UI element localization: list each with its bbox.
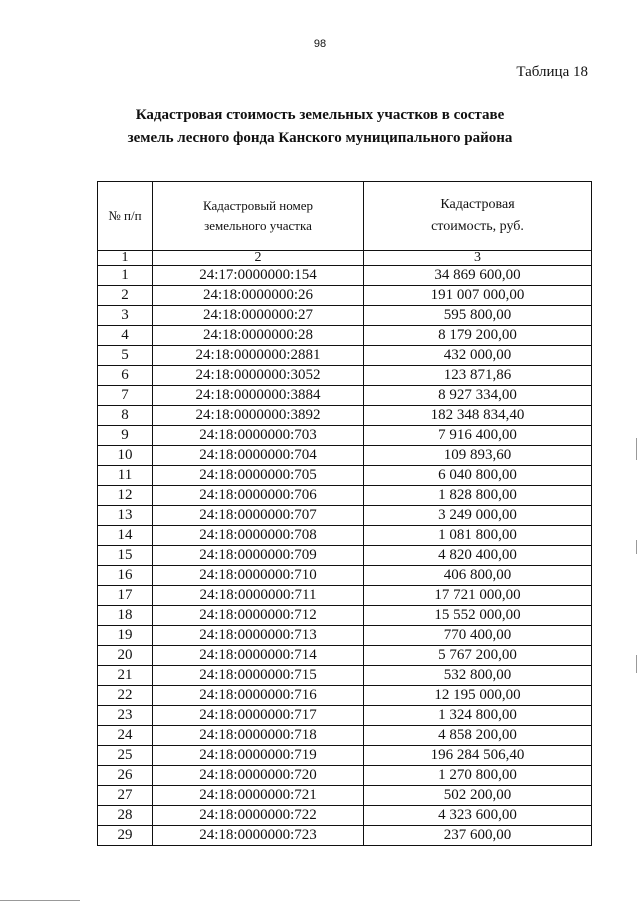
cadastral-number: 24:18:0000000:716	[153, 686, 364, 706]
cadastral-value: 532 800,00	[364, 666, 592, 686]
table-row	[98, 786, 592, 806]
row-number: 2	[98, 286, 153, 306]
cadastral-value: 4 323 600,00	[364, 806, 592, 826]
cadastral-number: 24:18:0000000:715	[153, 666, 364, 686]
page-number: 98	[313, 38, 327, 50]
row-number: 23	[98, 706, 153, 726]
row-number: 24	[98, 726, 153, 746]
table-row	[98, 466, 592, 486]
margin-mark	[636, 655, 637, 673]
cadastral-value: 7 916 400,00	[364, 426, 592, 446]
table-row	[98, 766, 592, 786]
cadastral-value: 6 040 800,00	[364, 466, 592, 486]
cadastral-number: 24:18:0000000:722	[153, 806, 364, 826]
margin-mark	[0, 900, 80, 901]
cadastral-number: 24:18:0000000:718	[153, 726, 364, 746]
cadastral-value: 595 800,00	[364, 306, 592, 326]
row-number: 13	[98, 506, 153, 526]
header-row	[98, 182, 592, 251]
cadastral-number: 24:18:0000000:3892	[153, 406, 364, 426]
row-number: 25	[98, 746, 153, 766]
cadastral-number: 24:18:0000000:713	[153, 626, 364, 646]
cadastral-number: 24:18:0000000:28	[153, 326, 364, 346]
cadastral-number: 24:18:0000000:712	[153, 606, 364, 626]
cadastral-value: 8 179 200,00	[364, 326, 592, 346]
cadastral-number: 24:18:0000000:703	[153, 426, 364, 446]
cadastral-number: 24:18:0000000:717	[153, 706, 364, 726]
cadastral-number: 24:18:0000000:3884	[153, 386, 364, 406]
table-row	[98, 586, 592, 606]
title-line-2: земель лесного фонда Канского муниципального района	[127, 130, 513, 146]
row-number: 21	[98, 666, 153, 686]
cadastral-value: 3 249 000,00	[364, 506, 592, 526]
cadastral-number: 24:18:0000000:3052	[153, 366, 364, 386]
cadastral-value: 15 552 000,00	[364, 606, 592, 626]
cadastral-value: 1 828 800,00	[364, 486, 592, 506]
column-number: 2	[153, 251, 364, 266]
table-row	[98, 746, 592, 766]
row-number: 20	[98, 646, 153, 666]
row-number: 7	[98, 386, 153, 406]
cadastral-number: 24:18:0000000:709	[153, 546, 364, 566]
row-number: 4	[98, 326, 153, 346]
table-row	[98, 266, 592, 286]
table-row	[98, 706, 592, 726]
cadastral-value: 406 800,00	[364, 566, 592, 586]
cadastral-number: 24:18:0000000:714	[153, 646, 364, 666]
header-number: № п/п	[98, 182, 153, 251]
table-row	[98, 386, 592, 406]
row-number: 11	[98, 466, 153, 486]
table-row	[98, 326, 592, 346]
cadastral-number: 24:18:0000000:707	[153, 506, 364, 526]
cadastral-value: 502 200,00	[364, 786, 592, 806]
cadastral-number: 24:18:0000000:26	[153, 286, 364, 306]
cadastral-value: 4 820 400,00	[364, 546, 592, 566]
cadastral-value: 770 400,00	[364, 626, 592, 646]
margin-mark	[636, 540, 637, 554]
column-number: 1	[98, 251, 153, 266]
cadastral-number: 24:18:0000000:723	[153, 826, 364, 846]
document-title	[0, 104, 640, 150]
cadastral-number: 24:18:0000000:705	[153, 466, 364, 486]
row-number: 15	[98, 546, 153, 566]
row-number: 14	[98, 526, 153, 546]
cadastral-value: 34 869 600,00	[364, 266, 592, 286]
table-row	[98, 366, 592, 386]
table-row	[98, 346, 592, 366]
cadastral-value: 191 007 000,00	[364, 286, 592, 306]
cadastral-value: 109 893,60	[364, 446, 592, 466]
table-row	[98, 486, 592, 506]
cadastral-value: 12 195 000,00	[364, 686, 592, 706]
table-row	[98, 646, 592, 666]
table-row	[98, 446, 592, 466]
table-row	[98, 666, 592, 686]
row-number: 29	[98, 826, 153, 846]
header-cadastral-number: Кадастровый номер земельного участка	[153, 182, 364, 251]
cadastral-number: 24:18:0000000:719	[153, 746, 364, 766]
table-label: Таблица 18	[516, 64, 588, 80]
table-row	[98, 566, 592, 586]
table-row	[98, 806, 592, 826]
table-row	[98, 546, 592, 566]
cadastral-number: 24:18:0000000:706	[153, 486, 364, 506]
row-number: 27	[98, 786, 153, 806]
cadastral-value: 123 871,86	[364, 366, 592, 386]
row-number: 6	[98, 366, 153, 386]
cadastral-number: 24:18:0000000:721	[153, 786, 364, 806]
cadastral-value: 1 081 800,00	[364, 526, 592, 546]
table-row	[98, 626, 592, 646]
cadastral-number: 24:18:0000000:708	[153, 526, 364, 546]
cadastral-value: 4 858 200,00	[364, 726, 592, 746]
table-row	[98, 426, 592, 446]
row-number: 5	[98, 346, 153, 366]
row-number: 17	[98, 586, 153, 606]
cadastral-number: 24:18:0000000:2881	[153, 346, 364, 366]
margin-mark	[636, 438, 637, 460]
row-number: 10	[98, 446, 153, 466]
table-row	[98, 286, 592, 306]
table-row	[98, 606, 592, 626]
row-number: 22	[98, 686, 153, 706]
cadastral-number: 24:18:0000000:720	[153, 766, 364, 786]
cadastral-value: 182 348 834,40	[364, 406, 592, 426]
title-line-1: Кадастровая стоимость земельных участков в составе	[135, 107, 505, 123]
header-cadastral-value: Кадастровая стоимость, руб.	[364, 182, 592, 251]
table-row	[98, 686, 592, 706]
cadastral-number: 24:18:0000000:711	[153, 586, 364, 606]
row-number: 3	[98, 306, 153, 326]
table-row	[98, 826, 592, 846]
row-number: 1	[98, 266, 153, 286]
cadastral-value: 196 284 506,40	[364, 746, 592, 766]
cadastral-value: 8 927 334,00	[364, 386, 592, 406]
cadastral-value: 1 270 800,00	[364, 766, 592, 786]
row-number: 16	[98, 566, 153, 586]
table-row	[98, 306, 592, 326]
cadastral-value: 5 767 200,00	[364, 646, 592, 666]
row-number: 8	[98, 406, 153, 426]
column-number: 3	[364, 251, 592, 266]
row-number: 28	[98, 806, 153, 826]
row-number: 18	[98, 606, 153, 626]
cadastral-value: 432 000,00	[364, 346, 592, 366]
row-number: 26	[98, 766, 153, 786]
row-number: 19	[98, 626, 153, 646]
table-row	[98, 406, 592, 426]
cadastral-number: 24:18:0000000:27	[153, 306, 364, 326]
table-row	[98, 526, 592, 546]
row-number: 9	[98, 426, 153, 446]
cadastral-value: 17 721 000,00	[364, 586, 592, 606]
row-number: 12	[98, 486, 153, 506]
column-number-row	[98, 251, 592, 266]
cadastral-value: 1 324 800,00	[364, 706, 592, 726]
cadastral-number: 24:17:0000000:154	[153, 266, 364, 286]
table-row	[98, 506, 592, 526]
table-row	[98, 726, 592, 746]
cadastral-value: 237 600,00	[364, 826, 592, 846]
cadastral-number: 24:18:0000000:710	[153, 566, 364, 586]
cadastral-value-table	[97, 181, 592, 846]
cadastral-number: 24:18:0000000:704	[153, 446, 364, 466]
